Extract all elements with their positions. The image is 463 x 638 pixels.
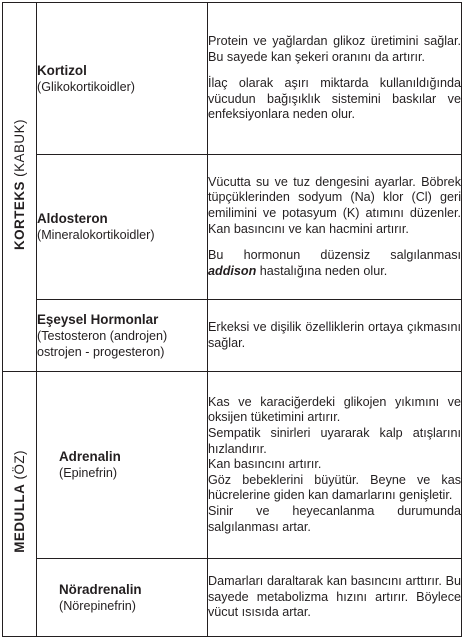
table-row xyxy=(3,559,462,637)
hormone-description xyxy=(208,300,462,372)
hormone-subname: (Testosteron (androjen) xyxy=(37,328,168,343)
hormone-name-cell xyxy=(37,559,208,637)
hormone-table xyxy=(2,2,462,637)
description-text-part: hastalığına neden olur. xyxy=(256,263,388,278)
hormone-name: Nöradrenalin xyxy=(59,581,142,597)
description-text: Erkeksi ve dişilik özelliklerin ortaya çıkmasını sağlar. xyxy=(208,319,461,350)
description-text: İlaç olarak aşırı miktarda kullanıldığında vücudun bağışıklık sistemini baskılar ve enfeksiyonlara neden olur. xyxy=(208,76,461,122)
description-text: Kas ve karaciğerdeki glikojen yıkımını ve oksijen tüketimini artırır. xyxy=(208,394,461,425)
hormone-subname: (Nörepinefrin) xyxy=(59,598,136,613)
description-text: Protein ve yağlardan glikoz üretimini sağlar. Bu sayede kan şekeri oranını da artırır. xyxy=(208,34,461,64)
hormone-name: Adrenalin xyxy=(59,449,121,464)
hormone-subname: ostrojen - progesteron) xyxy=(37,344,165,359)
hormone-subname: (Mineralokortikoidler) xyxy=(37,228,155,242)
description-text: Damarları daraltarak kan basıncını arttırır. Bu sayede metabolizma hızını artırır. Böylece vücut ısısıda artar. xyxy=(208,574,461,620)
section-title: KORTEKS xyxy=(12,181,27,251)
hormone-name-cell xyxy=(37,300,208,372)
description-text: Sempatik sinirleri uyararak kalp atışlarını hızlandırır. xyxy=(208,426,461,456)
hormone-name-cell xyxy=(37,3,208,155)
hormone-description xyxy=(208,3,462,155)
section-korteks xyxy=(3,3,37,372)
description-text xyxy=(208,248,461,279)
section-subtitle: (KABUK) xyxy=(12,118,27,177)
section-title: MEDULLA xyxy=(12,483,27,553)
emphasis-term: addison xyxy=(208,263,257,278)
section-subtitle: (ÖZ) xyxy=(12,450,27,480)
hormone-name-cell xyxy=(37,372,208,559)
hormone-subname: (Epinefrin) xyxy=(59,466,118,480)
description-text: Vücutta su ve tuz dengesini ayarlar. Böbrek tüpçüklerinden sodyum (Na) klor (Cl) geri emilimini ve potasyum (K) atımını düzenler. Kan basıncını ve kan hacmini artırır. xyxy=(208,174,461,236)
description-text: Kan basıncını artırır. xyxy=(208,457,322,472)
hormone-description xyxy=(208,155,462,300)
table-row xyxy=(3,372,462,559)
section-label-medulla xyxy=(12,450,27,553)
hormone-name-cell xyxy=(37,155,208,300)
section-medulla xyxy=(3,372,37,637)
description-text-part: Bu hormonun düzensiz salgılanması xyxy=(208,248,461,263)
hormone-subname: (Glikokortikoidler) xyxy=(37,79,135,94)
description-text: Sinir ve heyecanlanma durumunda salgılanması artar. xyxy=(208,503,461,534)
hormone-description xyxy=(208,559,462,637)
section-label-korteks xyxy=(12,119,27,250)
hormone-name: Eşeysel Hormonlar xyxy=(37,311,159,327)
hormone-description xyxy=(208,372,462,559)
hormone-name: Kortizol xyxy=(37,62,87,78)
table-row xyxy=(3,3,462,155)
hormone-name: Aldosteron xyxy=(37,211,108,226)
table-row xyxy=(3,155,462,300)
description-text: Göz bebeklerini büyütür. Beyne ve kas hücrelerine giden kan damarlarını genişletir. xyxy=(208,472,461,503)
table-row xyxy=(3,300,462,372)
